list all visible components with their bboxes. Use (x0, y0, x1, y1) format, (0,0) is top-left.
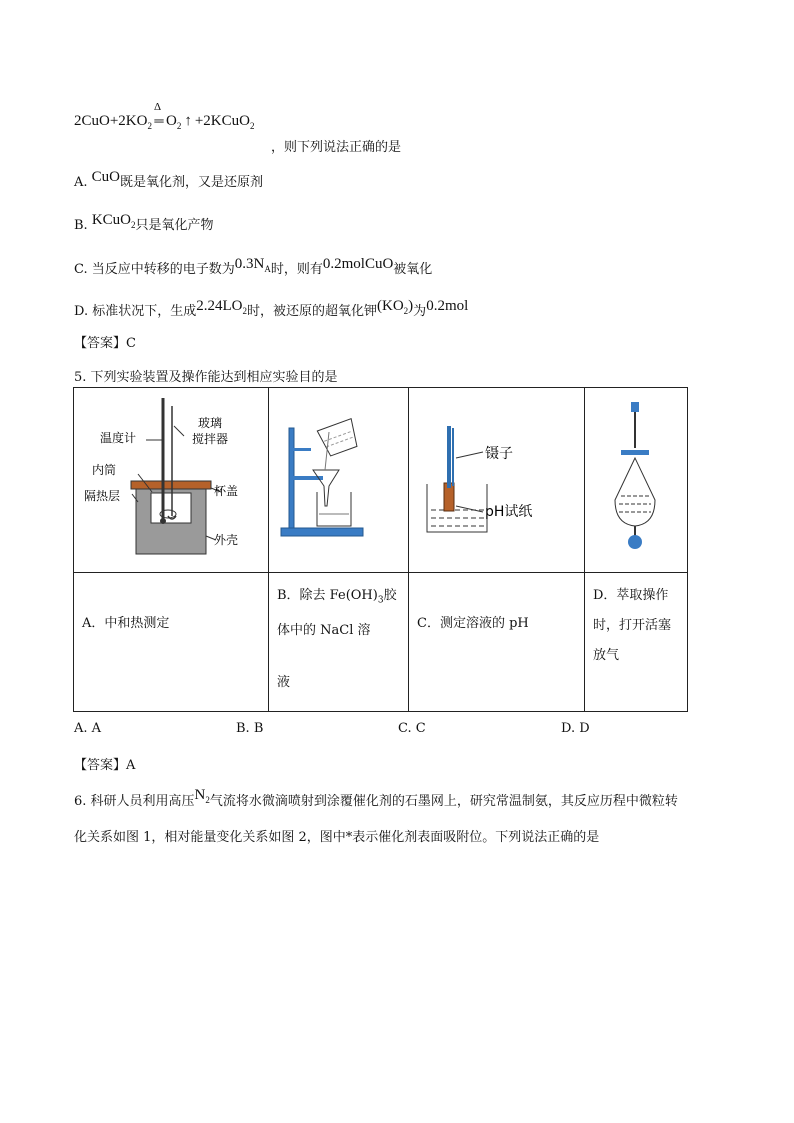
formula-sub: 2 (242, 306, 247, 316)
cell-filtration (269, 388, 409, 573)
gas-arrow: ↑ (184, 113, 192, 129)
caption-b-part: B．除去 Fe(OH) (277, 588, 378, 603)
formula-kcuo2: KCuO (91, 212, 131, 228)
ph-test-diagram (409, 388, 585, 568)
experiment-table (73, 387, 688, 712)
caption-cell-c (409, 573, 585, 712)
option-label: A. (74, 175, 88, 190)
formula-sub: A (264, 264, 271, 274)
eq-sub: 2 (176, 121, 182, 131)
choice-b: B. B (236, 721, 264, 736)
option-text: 时，则有 (270, 262, 323, 277)
choice-a: A. A (74, 721, 102, 736)
caption-c: C．测定溶液的 pH (417, 616, 529, 631)
caption-d: D．萃取操作时，打开活塞放气 (593, 588, 672, 663)
cell-ph-test (409, 388, 585, 573)
reaction-equation (74, 101, 255, 131)
amount-cuo: 0.2molCuO (322, 256, 394, 272)
label-lid: 杯盖 (214, 484, 239, 498)
option-text: 时，被还原的超氧化钾 (246, 304, 377, 319)
volume-o2: 2.24LO (196, 298, 243, 314)
option-label: B. (74, 218, 88, 233)
label-stirrer: 搅拌器 (192, 432, 229, 446)
stem-text: 6. 科研人员利用高压 (74, 794, 195, 809)
delta-symbol: Δ (153, 101, 162, 113)
option-d (74, 300, 468, 321)
formula-sub: 2 (403, 306, 409, 316)
caption-b (269, 573, 408, 698)
choice-c: C. C (398, 721, 426, 736)
eq-right: +2KCuO (194, 113, 250, 129)
caption-b-sub: 3 (377, 595, 384, 606)
option-label: C. 当反应中转移的电子数为 (74, 262, 235, 277)
label-tweezers: 镊子 (485, 446, 513, 462)
heat-equals-sign: Δ ═ (153, 101, 164, 128)
eq-sub: 2 (249, 121, 255, 131)
paren: ) (408, 298, 414, 314)
option-text: 为 (413, 304, 427, 319)
label-ph-paper: pH试纸 (485, 504, 533, 520)
option-text: 被氧化 (393, 262, 433, 277)
option-text: 既是氧化剂，又是还原剂 (120, 175, 264, 190)
amount-ko2: 0.2mol (426, 298, 469, 314)
formula-n2: N (194, 787, 206, 803)
label-thermometer: 温度计 (100, 431, 137, 445)
caption-cell-a (74, 573, 269, 712)
caption-a: A．中和热测定 (82, 616, 170, 631)
stem-text: 气流将水微滴喷射到涂覆催化剂的石墨网上，研究常温制氨，其反应历程中微粒转 (209, 794, 678, 809)
question-6-stem-line-1 (74, 787, 678, 811)
calorimeter-diagram (74, 388, 269, 568)
label-stirrer: 玻璃 (198, 416, 223, 430)
option-c (74, 258, 432, 279)
option-b (74, 214, 214, 235)
formula-ko2: (KO (377, 298, 404, 314)
question-6-stem-line-2: 化关系如图 1，相对能量变化关系如图 2，图中*表示催化剂表面吸附位。下列说法正确的是 (74, 830, 600, 845)
formula-sub: 2 (205, 795, 210, 805)
label-insulation: 隔热层 (84, 489, 121, 503)
caption-cell-d (585, 573, 688, 712)
answer-q4: 【答案】C (74, 336, 136, 351)
answer-q5: 【答案】A (74, 758, 136, 773)
option-text: 只是氧化产物 (135, 218, 214, 233)
choice-d: D. D (561, 721, 590, 736)
question-5-stem: 5. 下列实验装置及操作能达到相应实验目的是 (74, 370, 338, 385)
electron-count: 0.3N (234, 256, 265, 272)
caption-b-part: 胶体中的 NaCl 溶 (277, 588, 397, 638)
label-shell: 外壳 (214, 533, 239, 547)
filtration-diagram (269, 388, 409, 568)
separatory-funnel-diagram (585, 388, 688, 568)
formula-cuo: CuO (91, 169, 121, 185)
option-label: D. 标准状况下，生成 (74, 304, 197, 319)
label-inner-cup: 内筒 (92, 463, 117, 477)
formula-sub: 2 (131, 220, 136, 230)
option-a (74, 171, 263, 191)
question-4-stem-tail: ，则下列说法正确的是 (271, 140, 402, 155)
eq-sub: 2 (147, 121, 152, 131)
eq-o2: O (165, 113, 177, 129)
cell-separatory-funnel (585, 388, 688, 573)
caption-b-part: 液 (277, 674, 291, 690)
cell-calorimeter (74, 388, 269, 573)
caption-cell-b (269, 573, 409, 712)
eq-left: 2CuO+2KO (74, 113, 148, 129)
